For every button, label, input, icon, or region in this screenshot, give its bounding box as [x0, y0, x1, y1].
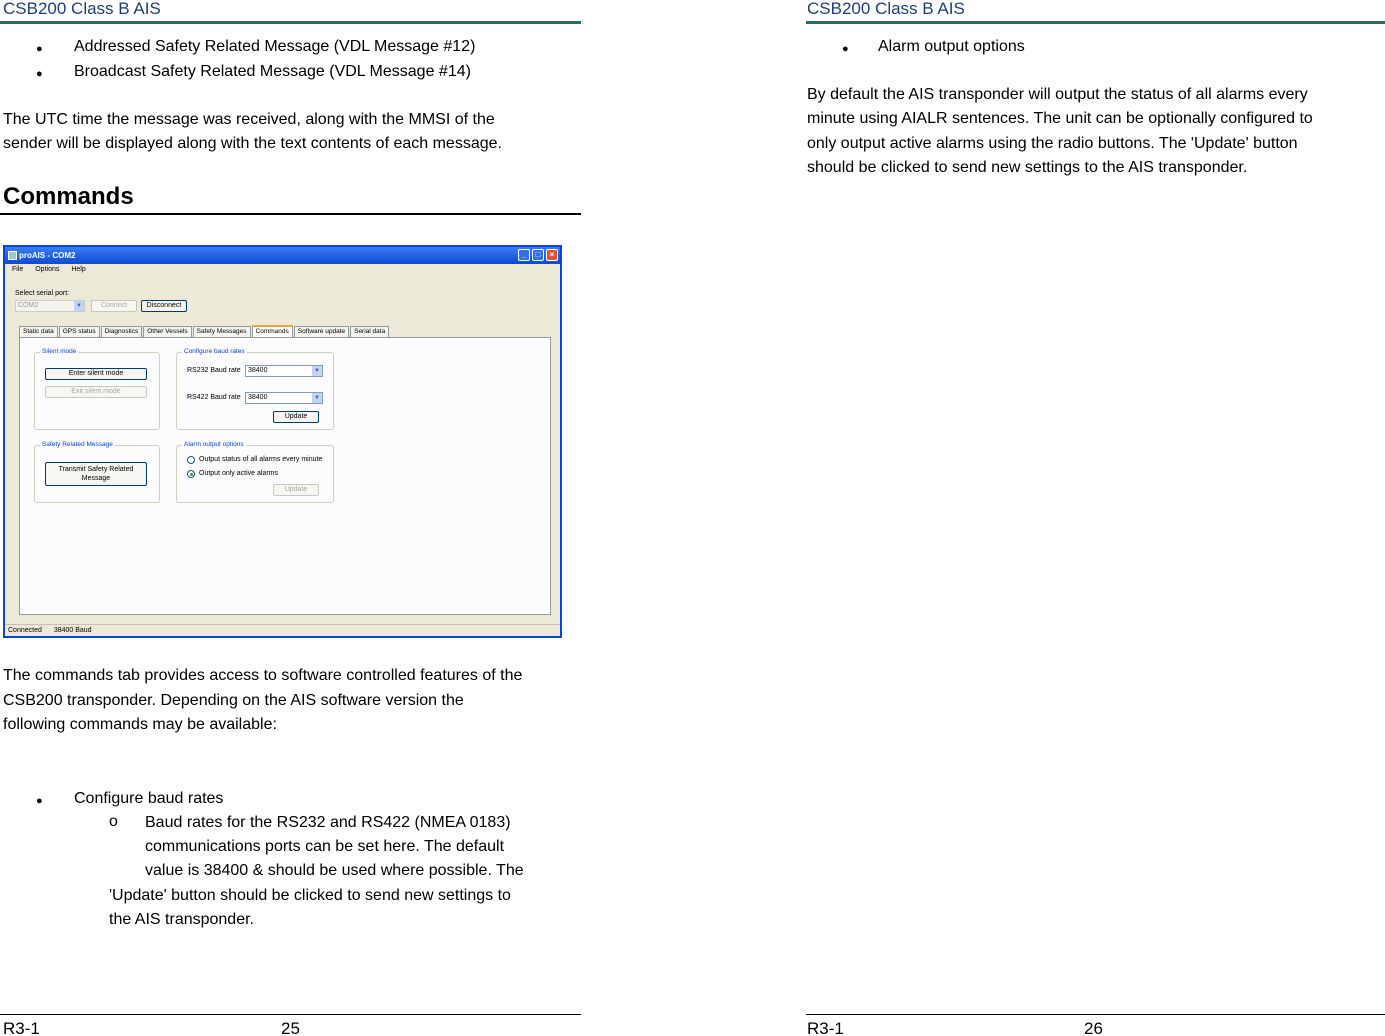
bullet: ● — [36, 43, 43, 55]
connect-button[interactable]: Connect — [91, 300, 137, 312]
footer-rule — [0, 1014, 581, 1015]
tab-strip — [19, 326, 390, 337]
page-25 — [0, 0, 581, 1036]
bullet: ● — [842, 43, 849, 55]
port-select[interactable] — [15, 300, 85, 312]
footer-revision: R3-1 — [807, 1019, 844, 1036]
sub-bullet-line: value is 38400 & should be used where possible. The — [145, 862, 524, 879]
running-header: CSB200 Class B AIS — [807, 0, 965, 18]
group-title: Safety Related Message — [42, 441, 113, 448]
status-bar — [5, 624, 560, 636]
page-number: 26 — [1084, 1019, 1103, 1036]
tab-software-update[interactable]: Software update — [294, 326, 349, 337]
tab-serial-data[interactable]: Serial data — [350, 326, 389, 337]
rs232-label: RS232 Baud rate — [187, 367, 241, 374]
transmit-safety-message-button[interactable] — [45, 462, 147, 486]
radio-label: Output only active alarms — [199, 470, 278, 477]
radio-label: Output status of all alarms every minute — [199, 456, 323, 463]
sub-bullet-marker: o — [109, 813, 118, 830]
port-value: COM2 — [18, 302, 39, 309]
group-title: Alarm output options — [184, 441, 244, 448]
tab-static-data[interactable]: Static data — [19, 326, 58, 337]
sub-bullet-line: Baud rates for the RS232 and RS422 (NMEA 0183) — [145, 814, 511, 831]
tab-diagnostics[interactable]: Diagnostics — [101, 326, 143, 337]
bullet-text: Broadcast Safety Related Message (VDL Message #14) — [74, 63, 471, 80]
button-label-line: Transmit Safety Related — [58, 466, 134, 473]
window-titlebar — [5, 247, 560, 264]
bullet-text: Alarm output options — [878, 38, 1025, 55]
paragraph-line: following commands may be available: — [3, 716, 277, 733]
paragraph-line: The commands tab provides access to software controlled features of the — [3, 667, 523, 684]
bullet: ● — [36, 68, 43, 80]
tab-commands[interactable]: Commands — [252, 325, 293, 337]
group-title: Configure baud rates — [184, 348, 245, 355]
rs422-label: RS422 Baud rate — [187, 394, 241, 401]
disconnect-button[interactable]: Disconnect — [141, 300, 187, 312]
minimize-icon[interactable]: _ — [518, 249, 530, 261]
status-baud: 38400 Baud — [53, 627, 92, 634]
bullet-text: Configure baud rates — [74, 790, 224, 807]
alarm-update-button[interactable]: Update — [273, 484, 319, 496]
chevron-down-icon: ▼ — [312, 366, 322, 376]
paragraph-line: only output active alarms using the radio buttons. The 'Update' button — [807, 135, 1298, 152]
footer-revision: R3-1 — [3, 1019, 40, 1036]
sub-bullet-line: communications ports can be set here. The default — [145, 838, 505, 855]
section-heading: Commands — [3, 183, 134, 210]
enter-silent-mode-button[interactable]: Enter silent mode — [45, 368, 147, 380]
footer-rule — [806, 1014, 1385, 1015]
app-icon — [8, 251, 17, 260]
status-connected: Connected — [8, 627, 42, 634]
proais-screenshot — [3, 245, 562, 638]
heading-rule — [0, 213, 581, 215]
rs422-value: 38400 — [248, 394, 268, 401]
sub-bullet-line: the AIS transponder. — [109, 911, 254, 928]
header-rule — [0, 21, 581, 24]
exit-silent-mode-button[interactable]: Exit silent mode — [45, 386, 147, 398]
maximize-icon[interactable]: □ — [532, 249, 544, 261]
alarm-active-radio[interactable] — [187, 470, 195, 478]
tab-safety-messages[interactable]: Safety Messages — [193, 326, 251, 337]
menu-help[interactable]: Help — [71, 266, 86, 273]
header-rule — [806, 21, 1385, 24]
alarm-output-group — [176, 441, 334, 503]
paragraph-line: By default the AIS transponder will output the status of all alarms every — [807, 86, 1308, 103]
page-number: 25 — [281, 1019, 300, 1036]
tab-other-vessels[interactable]: Other Vessels — [143, 326, 191, 337]
rs232-value: 38400 — [248, 367, 268, 374]
bullet: ● — [36, 795, 43, 807]
sub-bullet-line: 'Update' button should be clicked to send new settings to — [109, 887, 511, 904]
bullet-text: Addressed Safety Related Message (VDL Message #12) — [74, 38, 476, 55]
menu-file[interactable]: File — [12, 266, 24, 273]
chevron-down-icon: ▼ — [74, 301, 84, 311]
menu-options[interactable]: Options — [35, 266, 60, 273]
running-header: CSB200 Class B AIS — [3, 0, 161, 18]
baud-rates-group — [176, 348, 334, 430]
group-title: Silent mode — [42, 348, 77, 355]
silent-mode-group — [34, 348, 160, 430]
serial-port-label: Select serial port: — [15, 290, 70, 297]
paragraph-line: minute using AIALR sentences. The unit can be optionally configured to — [807, 110, 1313, 127]
paragraph-line: The UTC time the message was received, along with the MMSI of the — [3, 111, 495, 128]
paragraph-line: CSB200 transponder. Depending on the AIS software version the — [3, 692, 464, 709]
chevron-down-icon: ▼ — [312, 393, 322, 403]
close-icon[interactable]: × — [546, 249, 558, 261]
tab-gps-status[interactable]: GPS status — [59, 326, 100, 337]
safety-message-group — [34, 441, 160, 503]
paragraph-line: sender will be displayed along with the text contents of each message. — [3, 135, 502, 152]
window-title: proAIS - COM2 — [19, 251, 76, 260]
button-label-line: Message — [81, 475, 111, 482]
baud-update-button[interactable]: Update — [273, 411, 319, 423]
page-26 — [806, 0, 1385, 1036]
rs232-baud-select[interactable] — [245, 365, 323, 377]
rs422-baud-select[interactable] — [245, 392, 323, 404]
alarm-all-radio[interactable] — [187, 456, 195, 464]
commands-panel — [19, 337, 551, 615]
menu-bar — [5, 264, 560, 276]
paragraph-line: should be clicked to send new settings to the AIS transponder. — [807, 159, 1248, 176]
